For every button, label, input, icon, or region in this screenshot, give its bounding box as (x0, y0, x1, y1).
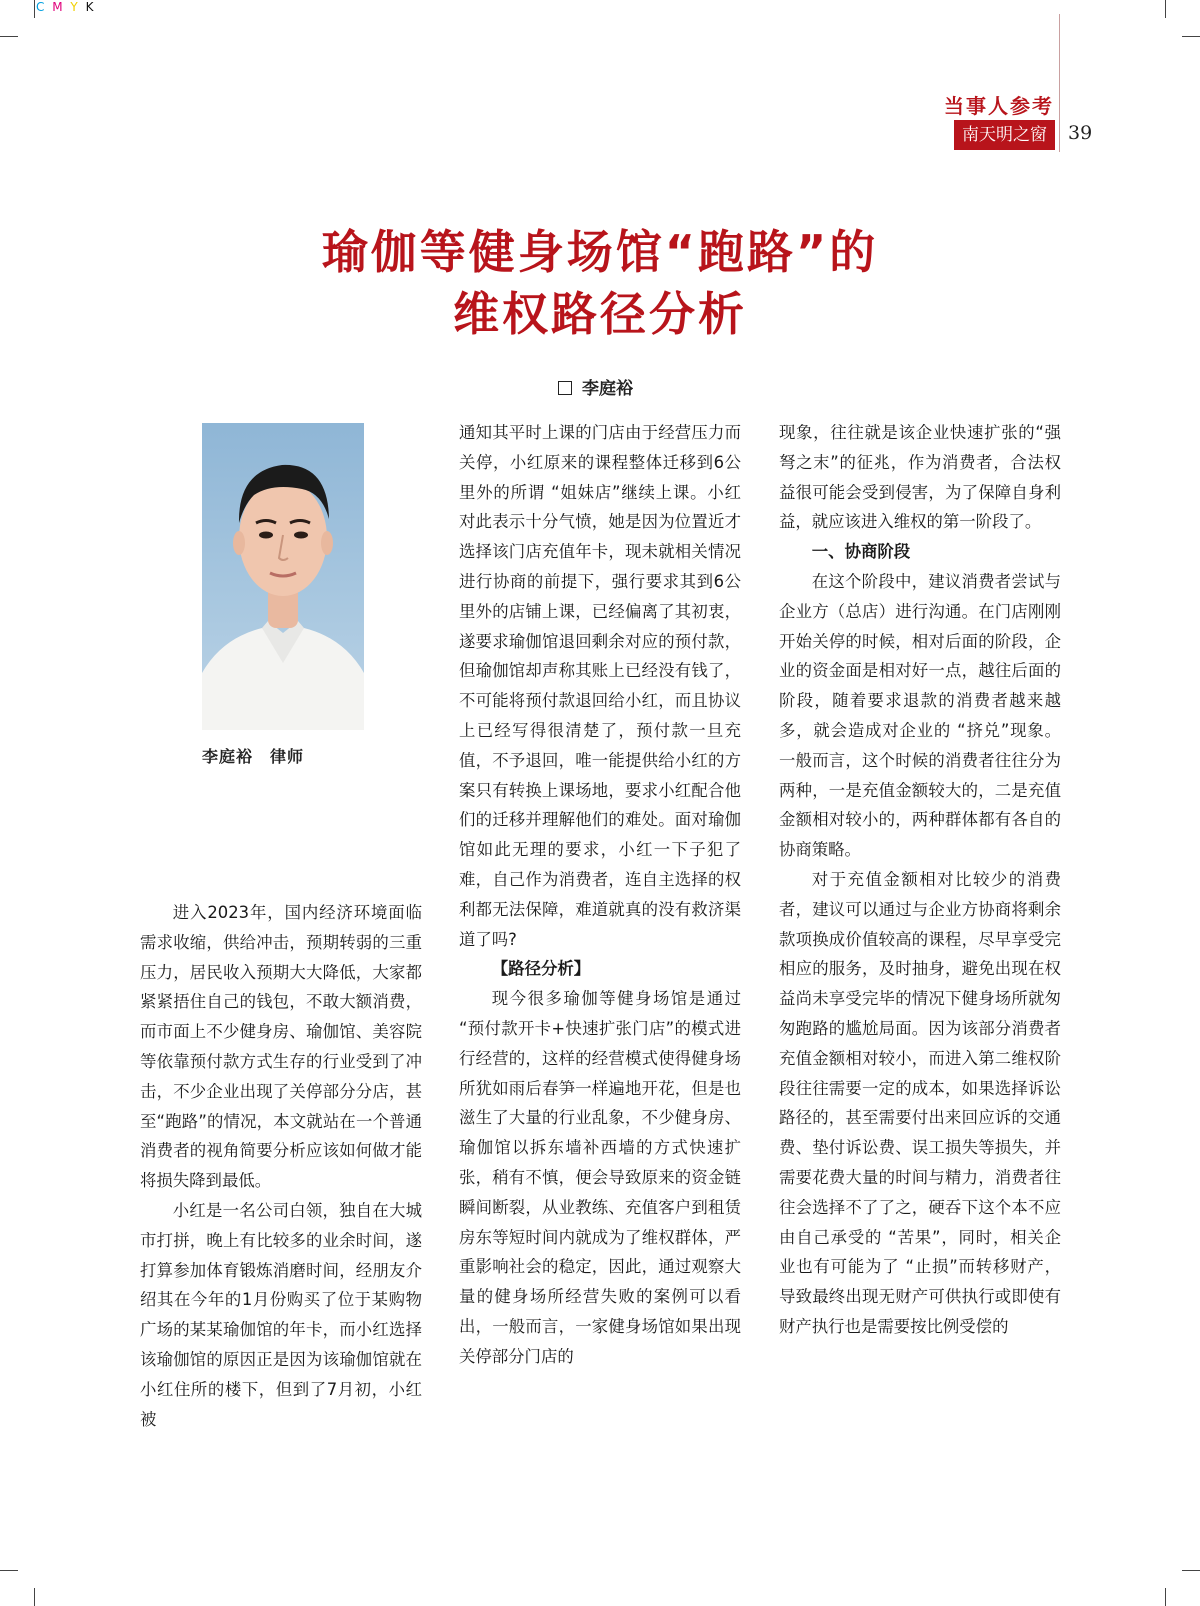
author-photo (202, 423, 364, 730)
byline-box-icon (558, 381, 572, 395)
paragraph: 进入2023年，国内经济环境面临需求收缩，供给冲击，预期转弱的三重压力，居民收入预期大大降低，大家都紧紧捂住自己的钱包，不敢大额消费，而市面上不少健身房、瑜伽馆、美容院等依靠预付款方式生存的行业受到了冲击，不少企业出现了关停部分分店，甚至“跑路”的情况，本文就站在一个普通消费者的视角简要分析应该如何做才能将损失降到最低。 (140, 903, 422, 1191)
page-number: 39 (1068, 122, 1093, 144)
column-3 (779, 418, 1061, 1342)
paragraph: 小红是一名公司白领，独自在大城市打拼，晚上有比较多的业余时间，遂打算参加体育锻炼消磨时间，经朋友介绍其在今年的1月份购买了位于某购物广场的某某瑜伽馆的年卡，而小红选择该瑜伽馆的原因正是因为该瑜伽馆就在小红住所的楼下，但到了7月初，小红被 (140, 1200, 422, 1429)
column-tag: 南天明之窗 (954, 120, 1055, 150)
crop-mark (34, 1588, 35, 1606)
author-name: 李庭裕 (582, 379, 633, 399)
paragraph: 对于充值金额相对比较少的消费者，建议可以通过与企业方协商将剩余款项换成价值较高的课程，尽早享受完相应的服务，及时抽身，避免出现在权益尚未享受完毕的情况下健身场所就匆匆跑路的尴尬局面。因为该部分消费者充值金额相对较小，而进入第二维权阶段往往需要一定的成本，如果选择诉讼路径的，甚至需要付出来回应诉的交通费、垫付诉讼费、误工损失等损失，并需要花费大量的时间与精力，消费者往往会选择不了了之，硬吞下这个本不应由自己承受的 “苦果”，同时，相关企业也有可能为了 “止损”而转移财产，导致最终出现无财产可供执行或即使有财产执行也是需要按比例受偿的 (779, 869, 1061, 1336)
portrait-illustration (202, 423, 364, 730)
paragraph: 现今很多瑜伽等健身场馆是通过 “预付款开卡+快速扩张门店”的模式进行经营的，这样的经营模式使得健身场所犹如雨后春笋一样遍地开花，但是也滋生了大量的行业乱象，不少健身房、瑜伽馆以拆东墙补西墙的方式快速扩张，稍有不慎，便会导致原来的资金链瞬间断裂，从业教练、充值客户到租赁房东等短时间内就成为了维权群体，严重影响社会的稳定，因此，通过观察大量的健身场所经营失败的案例可以看出，一般而言，一家健身场馆如果出现关停部分门店的 (459, 989, 741, 1366)
crop-mark (1165, 1588, 1166, 1606)
crop-mark (34, 0, 35, 18)
crop-mark (1182, 36, 1200, 37)
section-heading: 一、协商阶段 (811, 542, 911, 562)
cmyk-y: Y (70, 0, 80, 14)
section-label: 当事人参考 (944, 94, 1054, 118)
paragraph: 在这个阶段中，建议消费者尝试与企业方（总店）进行沟通。在门店刚刚开始关停的时候，相对后面的阶段，企业的资金面是相对好一点，越往后面的阶段，随着要求退款的消费者越来越多，就会造成对企业的 “挤兑”现象。一般而言，这个时候的消费者往往分为两种，一是充值金额较大的，二是充值金额相对较小的，两种群体都有各自的协商策略。 (779, 571, 1061, 860)
cmyk-m: M (52, 0, 65, 14)
cmyk-registration (36, 0, 95, 14)
column-2 (459, 418, 741, 1372)
cmyk-c: C (36, 0, 47, 14)
crop-mark (0, 1570, 18, 1571)
section-heading: 【路径分析】 (491, 959, 591, 979)
cmyk-k: K (85, 0, 96, 14)
crop-mark (0, 36, 18, 37)
crop-mark (1165, 0, 1166, 18)
byline (558, 374, 633, 399)
article-title-line1: 瑜伽等健身场馆“跑路”的 (321, 225, 879, 279)
header-rule (1059, 14, 1060, 152)
paragraph: 通知其平时上课的门店由于经营压力而关停，小红原来的课程整体迁移到6公里外的所谓 “姐妹店”继续上课。小红对此表示十分气愤，她是因为位置近才选择该门店充值年卡，现未就相关情况进行协商的前提下，强行要求其到6公里外的店铺上课，已经偏离了其初衷，遂要求瑜伽馆退回剩余对应的预付款，但瑜伽馆却声称其账上已经没有钱了，不可能将预付款退回给小红，而且协议上已经写得很清楚了，预付款一旦充值，不予退回，唯一能提供给小红的方案只有转换上课场地，要求小红配合他们的迁移并理解他们的难处。面对瑜伽馆如此无理的要求，小红一下子犯了难，自己作为消费者，连自主选择的权利都无法保障，难道就真的没有救济渠道了吗? (459, 423, 741, 949)
paragraph: 现象，往往就是该企业快速扩张的“强弩之末”的征兆，作为消费者，合法权益很可能会受到侵害，为了保障自身利益，就应该进入维权的第一阶段了。 (779, 423, 1061, 532)
photo-caption: 李庭裕 律师 (202, 747, 305, 766)
column-1 (140, 898, 422, 1434)
crop-mark (1182, 1570, 1200, 1571)
article-title-line2: 维权路径分析 (453, 287, 747, 341)
